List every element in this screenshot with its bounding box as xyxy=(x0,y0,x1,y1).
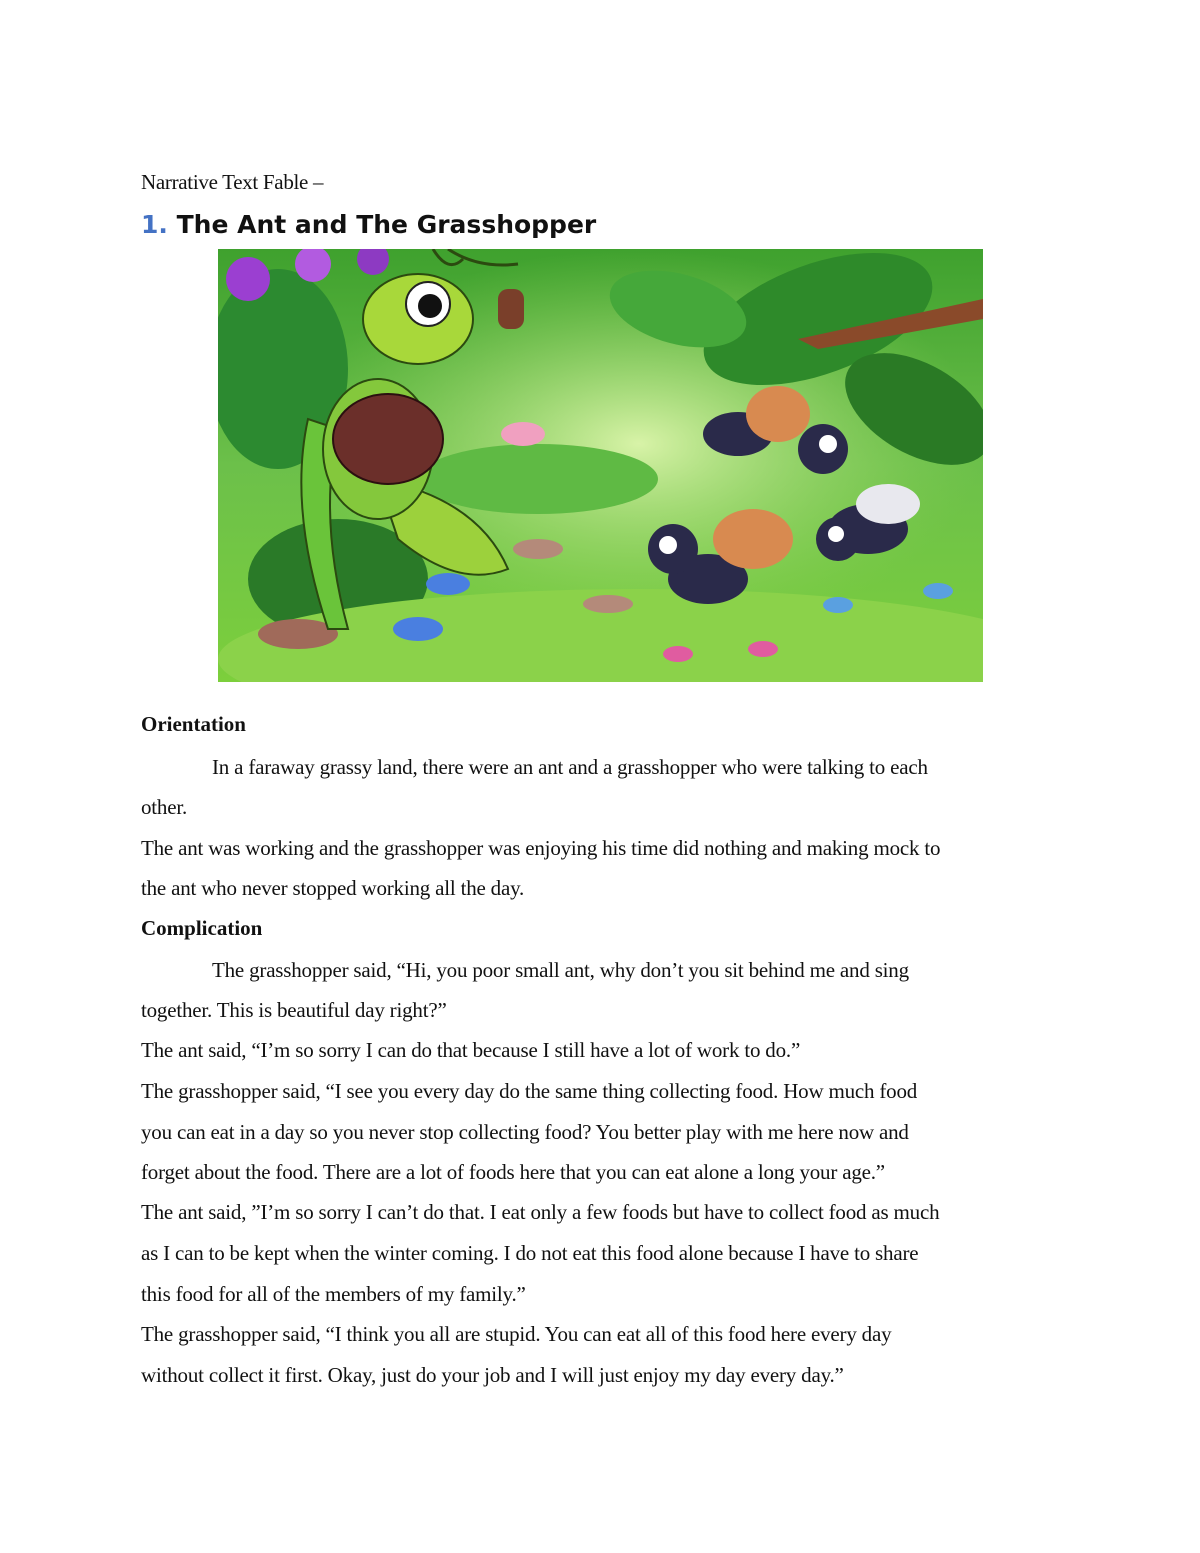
complication-line: as I can to be kept when the winter coming. I do not eat this food alone because I have to share xyxy=(141,1241,919,1265)
orientation-line: the ant who never stopped working all the day. xyxy=(141,876,525,900)
document-subtitle: Narrative Text Fable – xyxy=(141,170,324,194)
grasshopper-and-ants-illustration xyxy=(218,249,983,682)
complication-line: The ant said, ”I’m so sorry I can’t do that. I eat only a few foods but have to collect food as much xyxy=(141,1200,940,1224)
orientation-line: In a faraway grassy land, there were an ant and a grasshopper who were talking to each xyxy=(212,755,928,779)
heading-title: The Ant and The Grasshopper xyxy=(176,210,597,239)
complication-line: The ant said, “I’m so sorry I can do that because I still have a lot of work to do.” xyxy=(141,1038,801,1062)
story-heading xyxy=(141,210,596,239)
complication-line: together. This is beautiful day right?” xyxy=(141,998,447,1022)
complication-line: The grasshopper said, “I think you all are stupid. You can eat all of this food here every day xyxy=(141,1322,892,1346)
complication-line: The grasshopper said, “Hi, you poor small ant, why don’t you sit behind me and sing xyxy=(212,958,909,982)
orientation-line: other. xyxy=(141,795,188,819)
complication-line: this food for all of the members of my family.” xyxy=(141,1282,526,1306)
complication-line: without collect it first. Okay, just do your job and I will just enjoy my day every day.” xyxy=(141,1363,844,1387)
complication-line: you can eat in a day so you never stop collecting food? You better play with me here now and xyxy=(141,1120,909,1144)
complication-line: The grasshopper said, “I see you every day do the same thing collecting food. How much food xyxy=(141,1079,918,1103)
heading-number: 1. xyxy=(141,210,168,239)
complication-line: forget about the food. There are a lot of foods here that you can eat alone a long your age.” xyxy=(141,1160,885,1184)
orientation-heading: Orientation xyxy=(141,712,246,736)
complication-heading: Complication xyxy=(141,916,263,940)
orientation-line: The ant was working and the grasshopper was enjoying his time did nothing and making mock to xyxy=(141,836,941,860)
